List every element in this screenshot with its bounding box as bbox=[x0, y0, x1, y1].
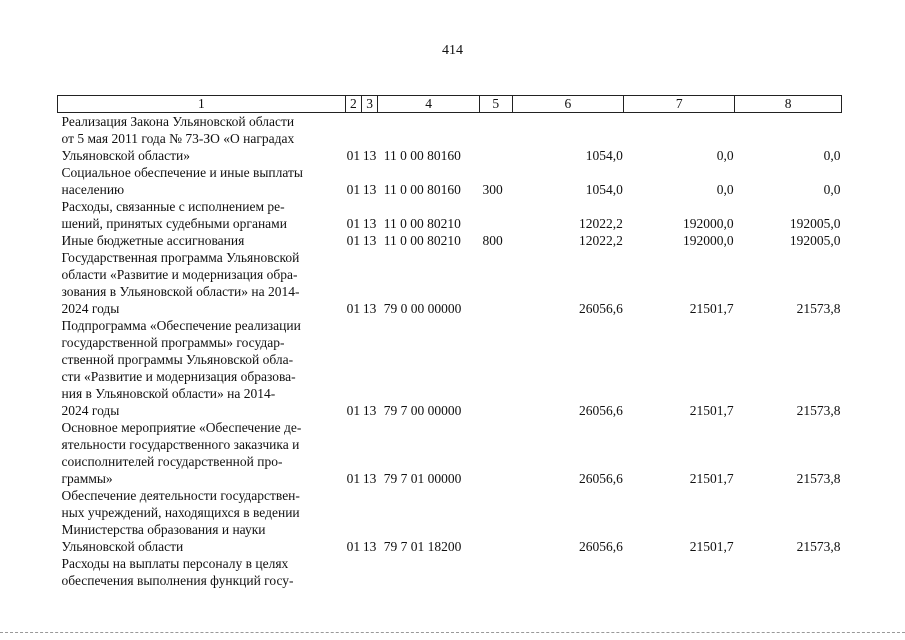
row-amount-2: 21501,7 bbox=[689, 403, 734, 418]
row-expense-type bbox=[479, 317, 512, 419]
page-number: 414 bbox=[442, 43, 463, 58]
row-amount-2: 21501,7 bbox=[689, 471, 734, 486]
row-name-line: ственной программы Ульяновской обла- bbox=[61, 352, 294, 367]
row-amount-1: 26056,6 bbox=[578, 301, 623, 316]
row-amount-1: 26056,6 bbox=[578, 471, 623, 486]
row-amount-2 bbox=[624, 555, 735, 589]
row-target-article bbox=[378, 555, 480, 589]
column-header-name: 1 bbox=[58, 96, 346, 113]
row-name-line: ния в Ульяновской области» на 2014- bbox=[61, 386, 276, 401]
row-name-line: ных учреждений, находящихся в ведении bbox=[61, 505, 300, 520]
row-subsection bbox=[362, 555, 378, 589]
row-name-line: Обеспечение деятельности государствен- bbox=[61, 488, 300, 503]
row-expense-type bbox=[479, 113, 512, 165]
row-subsection: 13 bbox=[362, 301, 377, 316]
row-target-article: 79 7 01 18200 bbox=[383, 539, 462, 554]
row-name bbox=[58, 164, 346, 198]
column-header-amount-1: 6 bbox=[512, 96, 624, 113]
row-name-line: Иные бюджетные ассигнования bbox=[61, 233, 245, 248]
row-amount-1: 1054,0 bbox=[585, 182, 623, 197]
row-name-line: Государственная программа Ульяновской bbox=[61, 250, 300, 265]
row-expense-type bbox=[479, 487, 512, 555]
row-name bbox=[58, 555, 346, 589]
table-header bbox=[58, 96, 842, 113]
table-row bbox=[58, 198, 842, 232]
row-target-article: 11 0 00 80160 bbox=[383, 182, 461, 197]
row-name-line: Основное мероприятие «Обеспечение де- bbox=[61, 420, 302, 435]
row-subsection: 13 bbox=[362, 182, 377, 197]
row-expense-type: 800 bbox=[482, 233, 503, 248]
row-target-article: 79 7 01 00000 bbox=[383, 471, 462, 486]
row-name-line: зования в Ульяновской области» на 2014- bbox=[61, 284, 300, 299]
row-name bbox=[58, 487, 346, 555]
table-row bbox=[58, 113, 842, 165]
row-amount-2: 192000,0 bbox=[683, 216, 734, 231]
page-edge-divider bbox=[0, 632, 905, 633]
row-name-line: 2024 годы bbox=[61, 301, 120, 316]
row-name-line: Расходы, связанные с исполнением ре- bbox=[61, 199, 285, 214]
column-header-subsection: 3 bbox=[362, 96, 378, 113]
row-name bbox=[58, 113, 346, 165]
row-amount-1 bbox=[512, 555, 624, 589]
table-row bbox=[58, 419, 842, 487]
row-name-line: Министерства образования и науки bbox=[61, 522, 266, 537]
row-target-article: 79 0 00 00000 bbox=[383, 301, 462, 316]
column-header-section: 2 bbox=[345, 96, 361, 113]
column-header-expense-type: 5 bbox=[479, 96, 512, 113]
column-header-amount-2: 7 bbox=[624, 96, 735, 113]
table-body bbox=[58, 113, 842, 590]
row-expense-type bbox=[479, 419, 512, 487]
row-name-line: ятельности государственного заказчика и bbox=[61, 437, 300, 452]
row-name-line: сти «Развитие и модернизация образова- bbox=[61, 369, 296, 384]
table-row bbox=[58, 232, 842, 249]
row-target-article: 79 7 00 00000 bbox=[383, 403, 462, 418]
row-subsection: 13 bbox=[362, 148, 377, 163]
row-section: 01 bbox=[346, 216, 361, 231]
row-target-article: 11 0 00 80210 bbox=[383, 216, 461, 231]
row-expense-type bbox=[479, 555, 512, 589]
row-amount-1: 12022,2 bbox=[578, 233, 623, 248]
row-subsection: 13 bbox=[362, 216, 377, 231]
row-name-line: соисполнителей государственной про- bbox=[61, 454, 283, 469]
row-amount-2: 0,0 bbox=[716, 148, 734, 163]
column-header-target-article: 4 bbox=[378, 96, 480, 113]
row-amount-3: 21573,8 bbox=[796, 539, 841, 554]
budget-table bbox=[57, 95, 842, 589]
row-section bbox=[345, 555, 361, 589]
row-amount-1: 12022,2 bbox=[578, 216, 623, 231]
row-name-line: граммы» bbox=[61, 471, 113, 486]
row-amount-3: 192005,0 bbox=[789, 216, 841, 231]
row-amount-2: 21501,7 bbox=[689, 301, 734, 316]
row-amount-1: 1054,0 bbox=[585, 148, 623, 163]
row-name bbox=[58, 419, 346, 487]
row-amount-2: 21501,7 bbox=[689, 539, 734, 554]
row-amount-3: 192005,0 bbox=[789, 233, 841, 248]
row-target-article: 11 0 00 80210 bbox=[383, 233, 461, 248]
table-row bbox=[58, 317, 842, 419]
row-amount-1: 26056,6 bbox=[578, 539, 623, 554]
row-section: 01 bbox=[346, 539, 361, 554]
row-subsection: 13 bbox=[362, 539, 377, 554]
row-name-line: Расходы на выплаты персоналу в целях bbox=[61, 556, 289, 571]
column-header-amount-3: 8 bbox=[735, 96, 842, 113]
row-amount-3: 21573,8 bbox=[796, 471, 841, 486]
header-row bbox=[58, 96, 842, 113]
row-section: 01 bbox=[346, 471, 361, 486]
table-row bbox=[58, 487, 842, 555]
row-name-line: Социальное обеспечение и иные выплаты bbox=[61, 165, 303, 180]
row-amount-1: 26056,6 bbox=[578, 403, 623, 418]
row-section: 01 bbox=[346, 301, 361, 316]
row-name bbox=[58, 198, 346, 232]
row-amount-3: 21573,8 bbox=[796, 403, 841, 418]
row-name-line: шений, принятых судебными органами bbox=[61, 216, 287, 231]
row-name-line: государственной программы» государ- bbox=[61, 335, 285, 350]
row-name bbox=[58, 317, 346, 419]
row-target-article: 11 0 00 80160 bbox=[383, 148, 461, 163]
row-amount-2: 192000,0 bbox=[683, 233, 734, 248]
row-subsection: 13 bbox=[362, 233, 377, 248]
table-row bbox=[58, 164, 842, 198]
row-name-line: Ульяновской области bbox=[61, 539, 184, 554]
row-name-line: Подпрограмма «Обеспечение реализации bbox=[61, 318, 301, 333]
row-amount-2: 0,0 bbox=[716, 182, 734, 197]
row-subsection: 13 bbox=[362, 403, 377, 418]
row-expense-type bbox=[479, 249, 512, 317]
row-subsection: 13 bbox=[362, 471, 377, 486]
row-amount-3: 21573,8 bbox=[796, 301, 841, 316]
table-row bbox=[58, 555, 842, 589]
row-section: 01 bbox=[346, 148, 361, 163]
row-expense-type: 300 bbox=[482, 182, 503, 197]
row-name-line: 2024 годы bbox=[61, 403, 120, 418]
row-section: 01 bbox=[346, 403, 361, 418]
row-name-line: от 5 мая 2011 года № 73-ЗО «О наградах bbox=[61, 131, 295, 146]
row-name bbox=[58, 249, 346, 317]
row-name-line: области «Развитие и модернизация обра- bbox=[61, 267, 298, 282]
table-row bbox=[58, 249, 842, 317]
row-name-line: Ульяновской области» bbox=[61, 148, 191, 163]
row-section: 01 bbox=[346, 182, 361, 197]
row-section: 01 bbox=[346, 233, 361, 248]
row-name-line: обеспечения выполнения функций госу- bbox=[61, 573, 294, 588]
row-amount-3: 0,0 bbox=[823, 148, 841, 163]
row-amount-3 bbox=[735, 555, 842, 589]
row-name-line: Реализация Закона Ульяновской области bbox=[61, 114, 295, 129]
row-expense-type bbox=[479, 198, 512, 232]
row-amount-3: 0,0 bbox=[823, 182, 841, 197]
row-name-line: населению bbox=[61, 182, 125, 197]
row-name bbox=[58, 232, 346, 249]
